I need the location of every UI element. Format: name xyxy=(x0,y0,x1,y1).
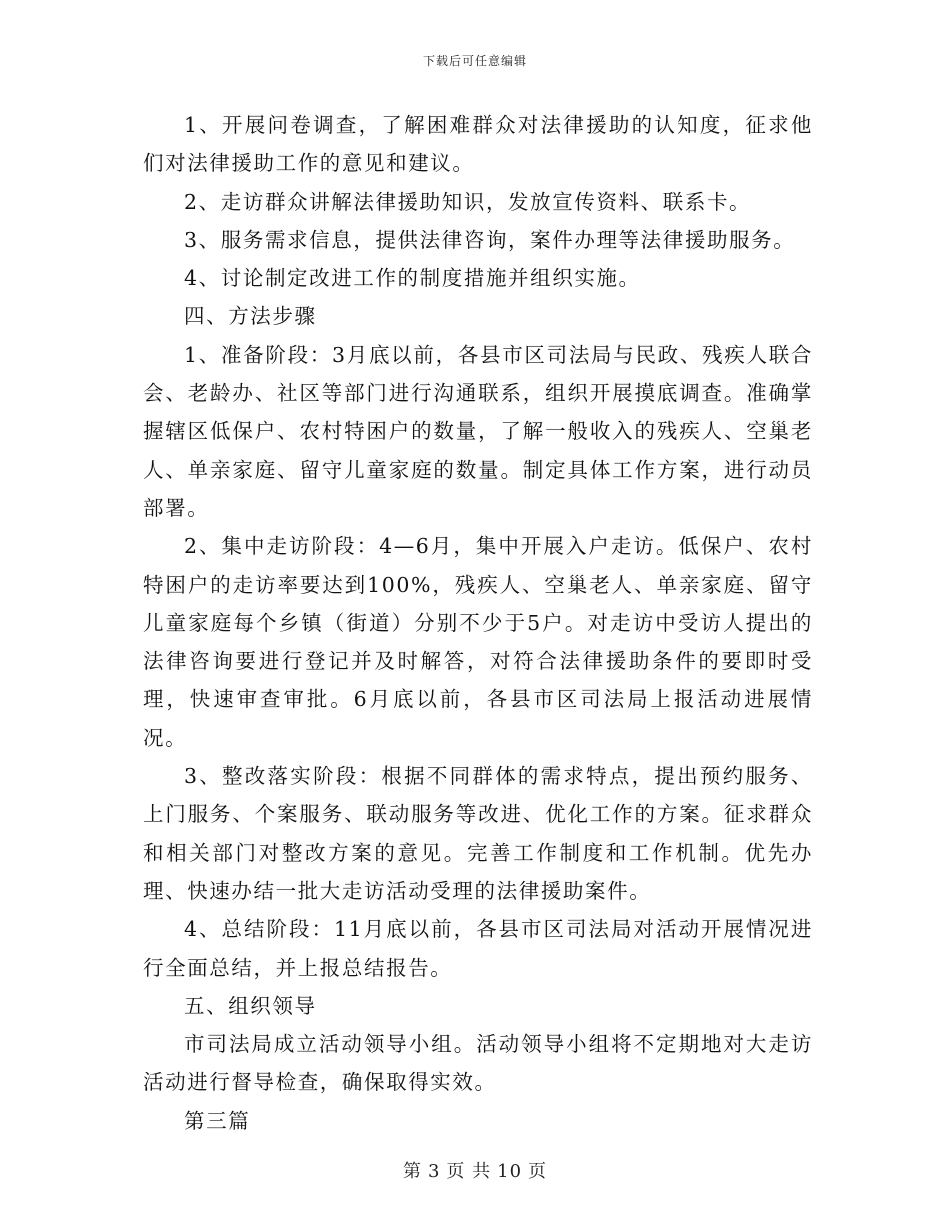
page-footer xyxy=(0,1157,950,1183)
section-heading-methods: 四、方法步骤 xyxy=(184,304,317,329)
paragraph-item-3: 3、服务需求信息，提供法律咨询，案件办理等法律援助服务。 xyxy=(184,227,796,252)
footer-prefix: 第 xyxy=(402,1161,422,1182)
footer-page-number: 3 xyxy=(427,1161,441,1182)
paragraph-item-4: 4、讨论制定改进工作的制度措施并组织实施。 xyxy=(184,266,641,291)
footer-middle: 页 共 xyxy=(446,1161,492,1182)
paragraph-visit-stage: 2、集中走访阶段：4—6月，集中开展入户走访。低保户、农村特困户的走访率要达到100%，残疾人、空巢老人、单亲家庭、留守儿童家庭每个乡镇（街道）分别不少于5户。对走访中受访人提出的法律咨询要进行登记并及时解答，对符合法律援助条件的要即时受理，快速审查审批。6月底以前，各县市区司法局上报活动进展情况。 xyxy=(143,534,813,750)
page-header: 下载后可任意编辑 xyxy=(422,54,527,68)
paragraph-summary-stage: 4、总结阶段：11月底以前，各县市区司法局对活动开展情况进行全面总结，并上报总结报告。 xyxy=(143,917,813,980)
paragraph-item-1: 1、开展问卷调查，了解困难群众对法律援助的认知度，征求他们对法律援助工作的意见和建议。 xyxy=(143,113,813,176)
paragraph-leadership: 市司法局成立活动领导小组。活动领导小组将不定期地对大走访活动进行督导检查，确保取得实效。 xyxy=(143,1032,813,1095)
paragraph-rectification-stage: 3、整改落实阶段：根据不同群体的需求特点，提出预约服务、上门服务、个案服务、联动服务等改进、优化工作的方案。征求群众和相关部门对整改方案的意见。完善工作制度和工作机制。优先办理、快速办结一批大走访活动受理的法律援助案件。 xyxy=(143,764,813,903)
document-body xyxy=(143,106,813,1140)
paragraph-preparation-stage: 1、准备阶段：3月底以前，各县市区司法局与民政、残疾人联合会、老龄办、社区等部门进行沟通联系，组织开展摸底调查。准确掌握辖区低保户、农村特困户的数量，了解一般收入的残疾人、空巢老人、单亲家庭、留守儿童家庭的数量。制定具体工作方案，进行动员部署。 xyxy=(143,342,813,520)
footer-suffix: 页 xyxy=(528,1161,548,1182)
part-heading-third: 第三篇 xyxy=(184,1108,251,1133)
paragraph-item-2: 2、走访群众讲解法律援助知识，发放宣传资料、联系卡。 xyxy=(184,189,752,214)
footer-total-pages: 10 xyxy=(497,1161,523,1182)
section-heading-leadership: 五、组织领导 xyxy=(184,993,317,1018)
